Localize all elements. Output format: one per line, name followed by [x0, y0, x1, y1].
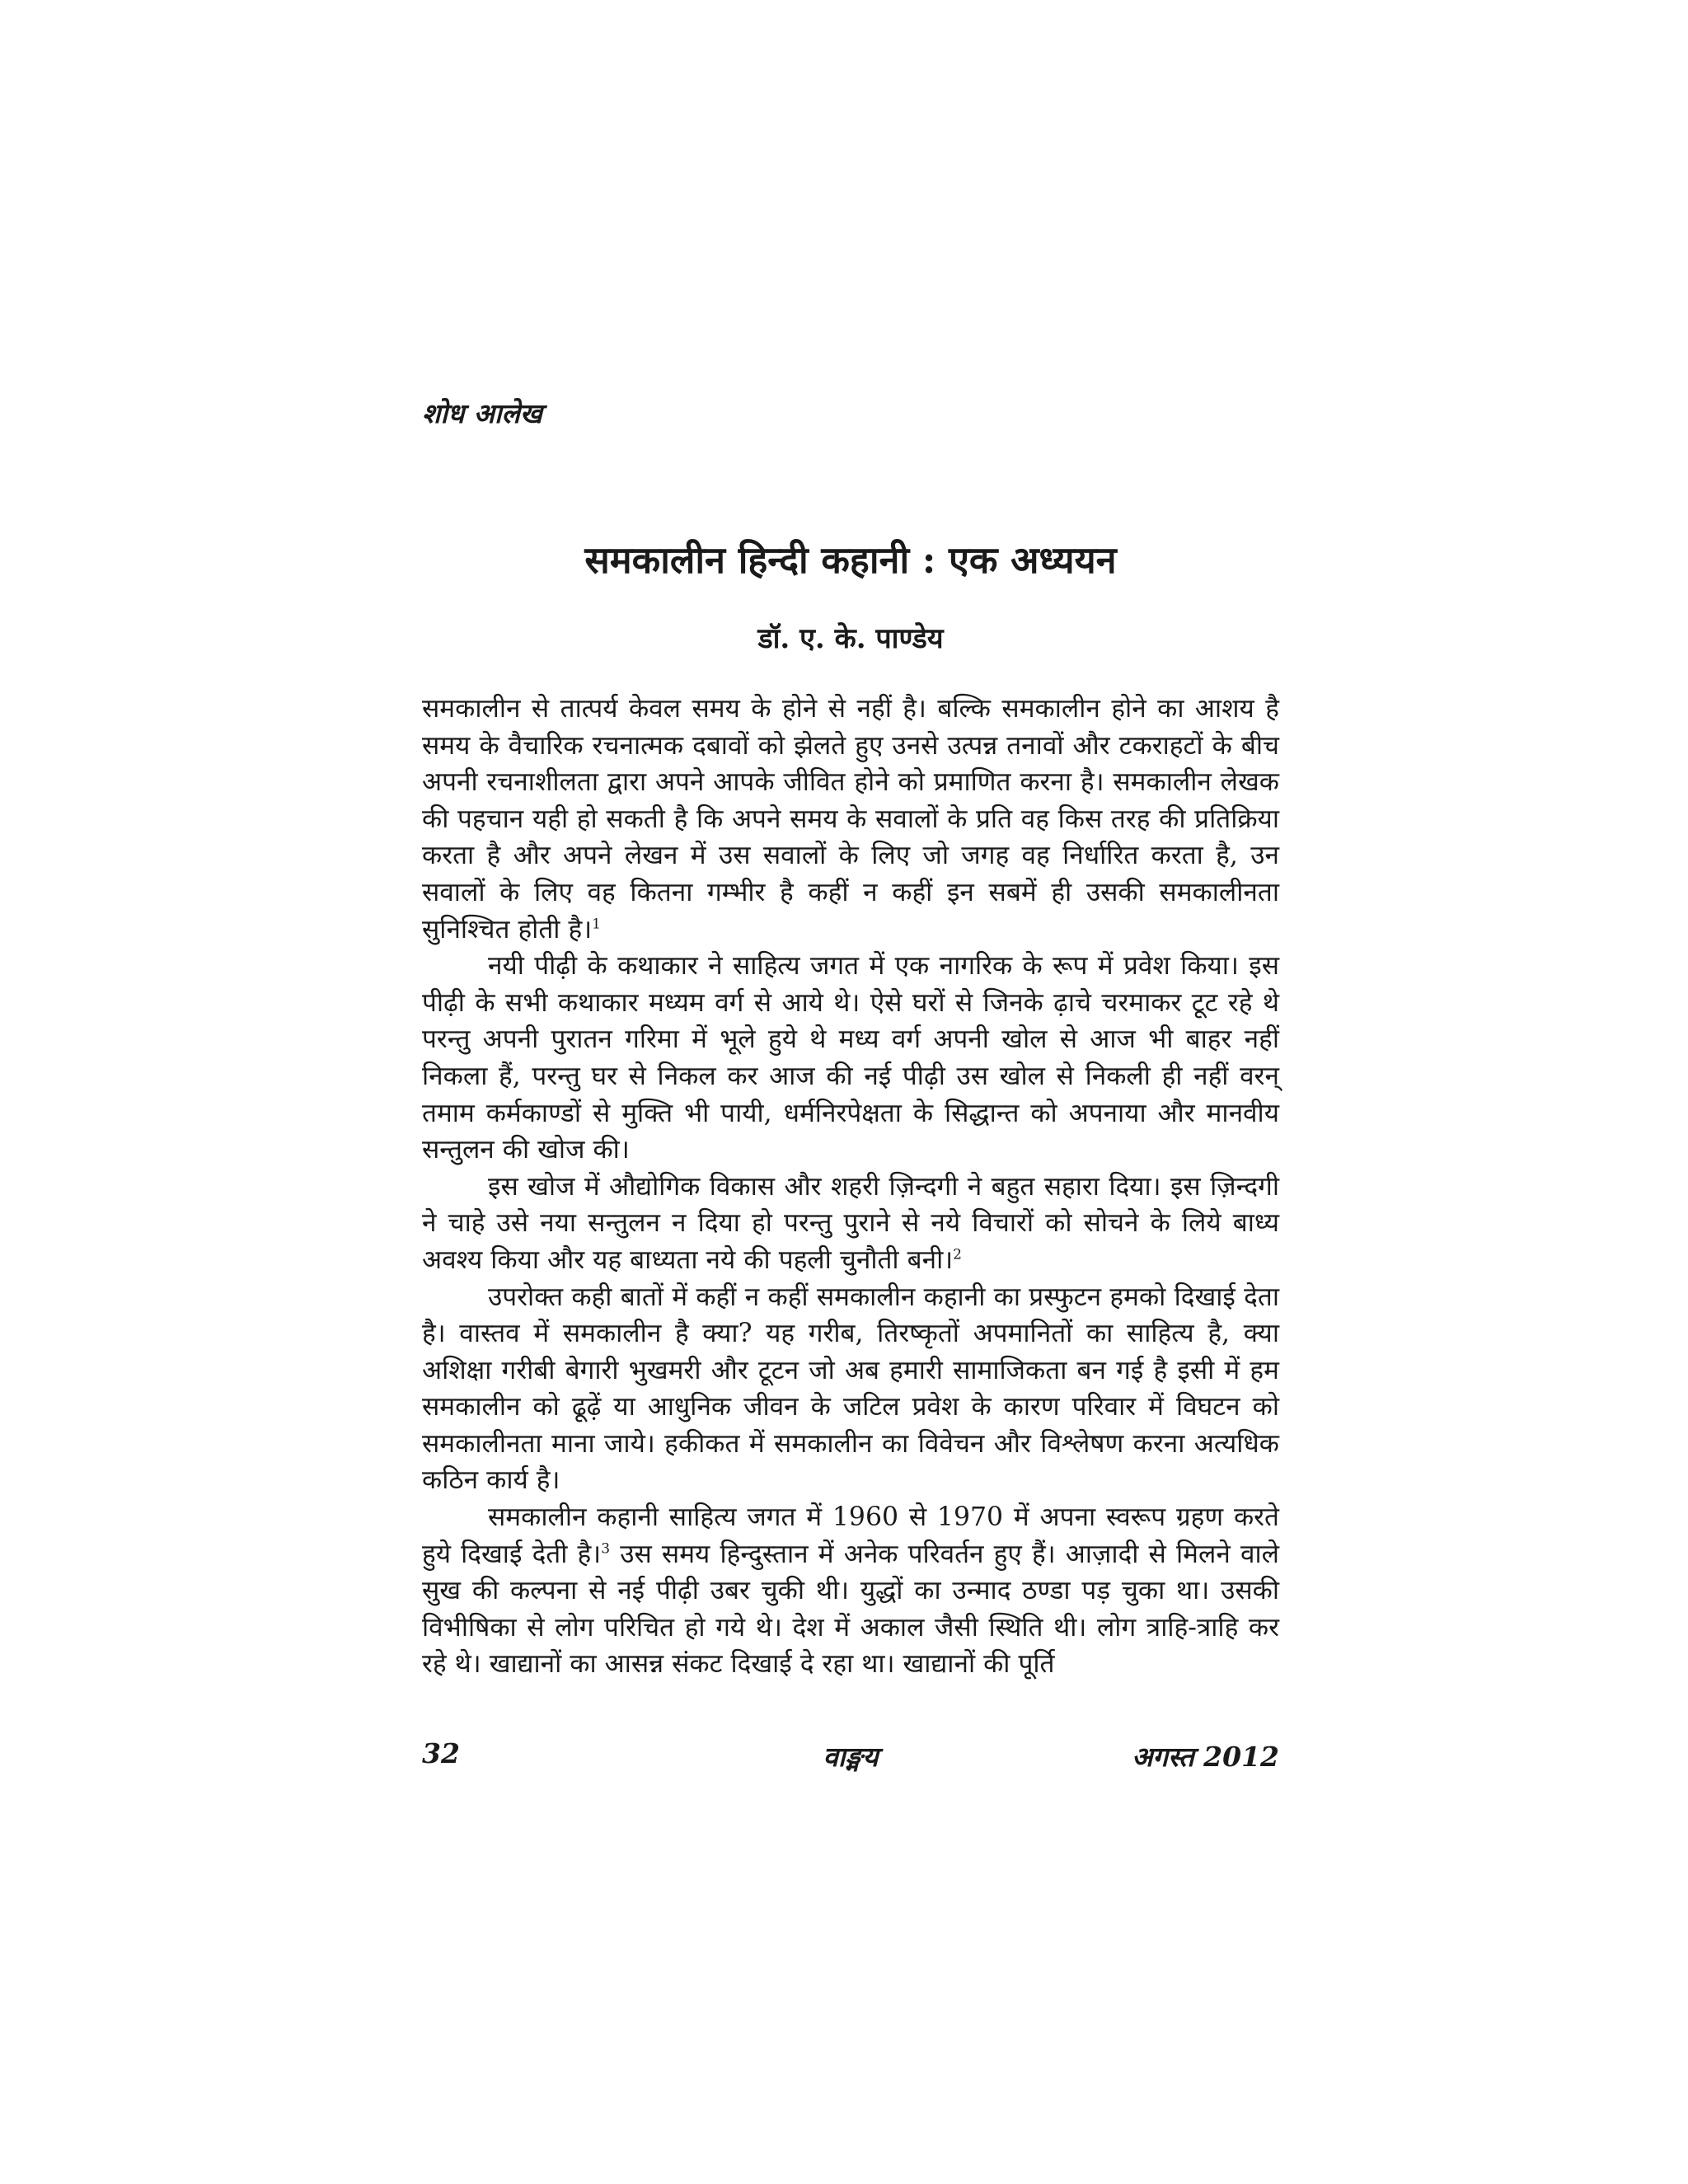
paragraph-5-text-continued: उस समय हिन्दुस्तान में अनेक परिवर्तन हुए हैं। आज़ादी से मिलने वाले सुख की कल्पना से नई पीढ़ी उबर चुकी थी। युद्धों का उन्माद ठण्डा पड़ चुका था। उसकी विभीषिका से लोग परिचित हो गये थे। देश में अकाल जैसी स्थिति थी। लोग त्राहि-त्राहि कर रहे थे। खाद्यानों का आसन्न संकट दिखाई दे रहा था। खाद्यानों की पूर्ति — [422, 1539, 1279, 1680]
article-title: समकालीन हिन्दी कहानी : एक अध्ययन — [584, 538, 1117, 582]
section-label: शोध आलेख — [422, 397, 542, 429]
issue-date: अगस्त 2012 — [1132, 1741, 1279, 1773]
page-footer — [422, 1737, 1279, 1774]
paragraph-2-text: नयी पीढ़ी के कथाकार ने साहित्य जगत में एक नागरिक के रूप में प्रवेश किया। इस पीढ़ी के सभी कथाकार मध्यम वर्ग से आये थे। ऐसे घरों से जिनके ढ़ाचे चरमाकर टूट रहे थे परन्तु अपनी पुरातन गरिमा में भूले हुये थे मध्य वर्ग अपनी खोल से आज भी बाहर नहीं निकला हैं, परन्तु घर से निकल कर आज की नई पीढ़ी उस खोल से निकली ही नहीं वरन् तमाम कर्मकाण्डों से मुक्ति भी पायी, धर्मनिरपेक्षता के सिद्धान्त को अपनाया और मानवीय सन्तुलन की खोज की। — [422, 951, 1279, 1165]
paragraph-1 — [422, 691, 1279, 948]
paragraph-4-text: उपरोक्त कही बातों में कहीं न कहीं समकालीन कहानी का प्रस्फुटन हमको दिखाई देता है। वास्तव में समकालीन है क्या? यह गरीब, तिरष्कृतों अपमानितों का साहित्य है, क्या अशिक्षा गरीबी बेगारी भुखमरी और टूटन जो अब हमारी सामाजिकता बन गई है इसी में हम समकालीन को ढूढ़ें या आधुनिक जीवन के जटिल प्रवेश के कारण परिवार में विघटन को समकालीनता माना जाये। हकीकत में समकालीन का विवेचन और विश्लेषण करना अत्यधिक कठिन कार्य है। — [422, 1282, 1279, 1496]
paragraph-1-text: समकालीन से तात्पर्य केवल समय के होने से नहीं है। बल्कि समकालीन होने का आशय है समय के वैचारिक रचनात्मक दबावों को झेलते हुए उनसे उत्पन्न तनावों और टकराहटों के बीच अपनी रचनाशीलता द्वारा अपने आपके जीवित होने को प्रमाणित करना है। समकालीन लेखक की पहचान यही हो सकती है कि अपने समय के सवालों के प्रति वह किस तरह की प्रतिक्रिया करता है और अपने लेखन में उस सवालों के लिए जो जगह वह निर्धारित करता है, उन सवालों के लिए वह कितना गम्भीर है कहीं न कहीं इन सबमें ही उसकी समकालीनता सुनिश्चित होती है। — [422, 694, 1279, 944]
paragraph-5 — [422, 1499, 1279, 1683]
paragraph-5-text: समकालीन कहानी साहित्य जगत में 1960 से 1970 में अपना स्वरूप ग्रहण करते हुये दिखाई देती है। — [422, 1502, 1279, 1569]
footnote-marker-3: 3 — [601, 1540, 611, 1558]
paragraph-4 — [422, 1279, 1279, 1500]
paragraph-3 — [422, 1169, 1279, 1279]
article-body — [422, 691, 1279, 1683]
journal-name: वाङ्मय — [823, 1741, 879, 1773]
page-number: 32 — [422, 1737, 460, 1769]
footnote-marker-2: 2 — [953, 1246, 962, 1263]
article-author: डॉ. ए. के. पाण्डेय — [757, 622, 944, 655]
paragraph-3-text: इस खोज में औद्योगिक विकास और शहरी ज़िन्दगी ने बहुत सहारा दिया। इस ज़िन्दगी ने चाहे उसे नया सन्तुलन न दिया हो परन्तु पुराने से नये विचारों को सोचने के लिये बाध्य अवश्य किया और यह बाध्यता नये की पहली चुनौती बनी। — [422, 1171, 1279, 1275]
footnote-marker-1: 1 — [592, 916, 601, 933]
paragraph-2 — [422, 948, 1279, 1169]
